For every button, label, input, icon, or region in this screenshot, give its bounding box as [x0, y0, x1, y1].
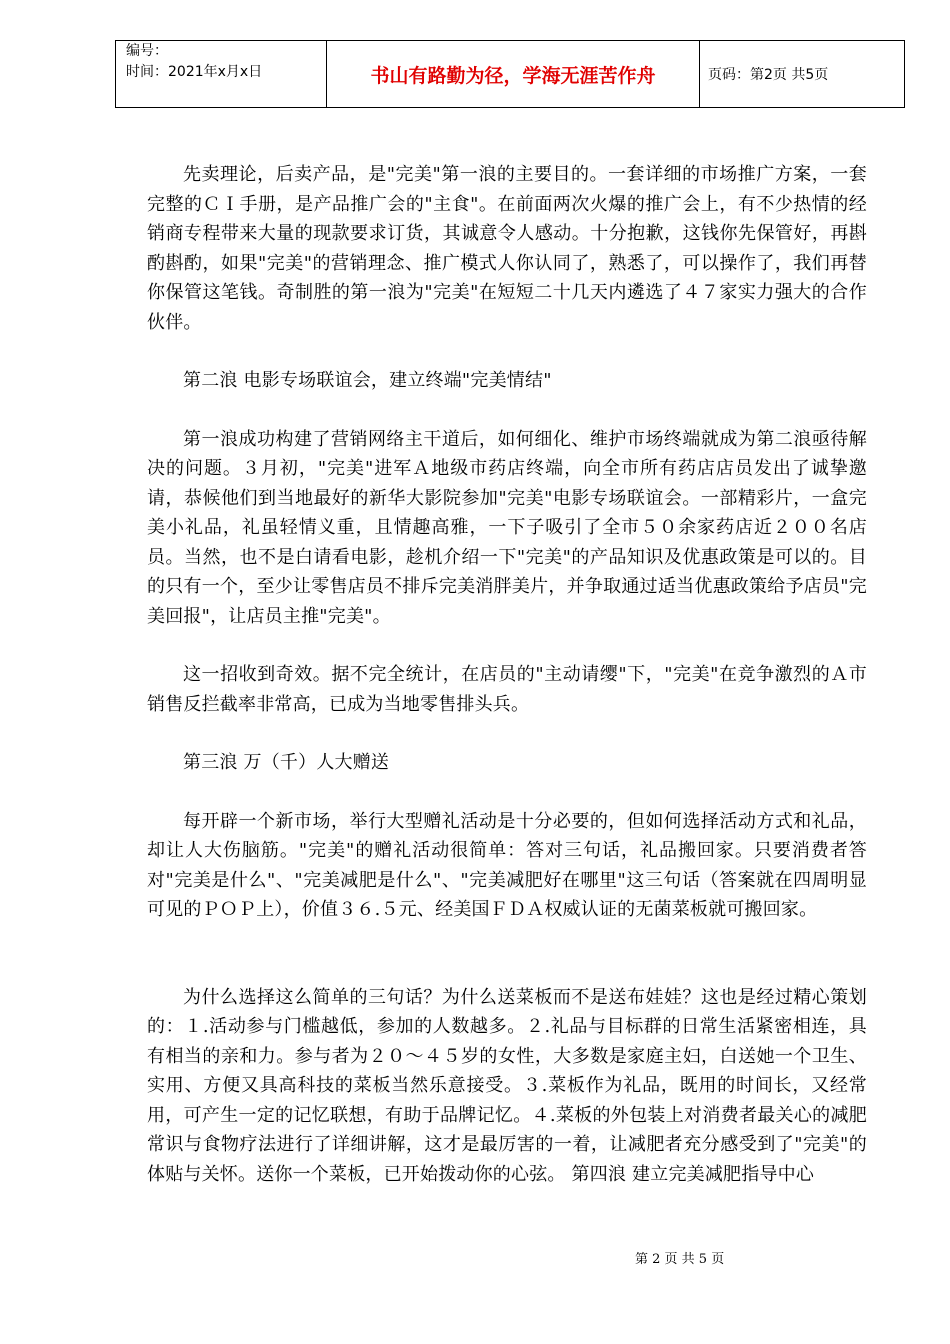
paragraph: 为什么选择这么简单的三句话？为什么送菜板而不是送布娃娃？这也是经过精心策划的：１.活动参与门槛越低，参加的人数越多。２.礼品与目标群的日常生活紧密相连，具有相当的亲和力。参与者为２０～４５岁的女性，大多数是家庭主妇，白送她一个卫生、实用、方便又具高科技的菜板当然乐意接受。３.菜板作为礼品，既用的时间长，又经常用，可产生一定的记忆联想，有助于品牌记忆。４.菜板的外包装上对消费者最关心的减肥常识与食物疗法进行了详细讲解，这才是最厉害的一着，让减肥者充分感受到了"完美"的体贴与关怀。送你一个菜板，已开始拨动你的心弦。 第四浪 建立完美减肥指导中心 — [147, 986, 867, 1185]
section-heading: 第二浪 电影专场联谊会，建立终端"完美情结" — [183, 370, 552, 391]
header-motto: 书山有路勤为径，学海无涯苦作舟 — [327, 41, 700, 108]
document-header — [115, 40, 905, 108]
document-body — [147, 160, 867, 1189]
paragraph: 先卖理论，后卖产品，是"完美"第一浪的主要目的。一套详细的市场推广方案，一套完整的ＣＩ手册，是产品推广会的"主食"。在前面两次火爆的推广会上，有不少热情的经销商专程带来大量的现款要求订货，其诚意令人感动。十分抱歉，这钱你先保管好，再斟酌斟酌，如果"完美"的营销理念、推广模式人你认同了，熟悉了，可以操作了，我们再替你保管这笔钱。奇制胜的第一浪为"完美"在短短二十几天内遴选了４７家实力强大的合作伙伴。 — [147, 164, 867, 333]
document-number-label: 编号： — [126, 43, 168, 59]
header-page-info: 页码：第2页 共5页 — [700, 41, 905, 108]
paragraph: 这一招收到奇效。据不完全统计，在店员的"主动请缨"下，"完美"在竞争激烈的Ａ市销售反拦截率非常高，已成为当地零售排头兵。 — [147, 664, 867, 715]
paragraph: 第一浪成功构建了营销网络主干道后，如何细化、维护市场终端就成为第二浪亟待解决的问题。３月初，"完美"进军Ａ地级市药店终端，向全市所有药店店员发出了诚挚邀请，恭候他们到当地最好的新华大影院参加"完美"电影专场联谊会。一部精彩片，一盒完美小礼品，礼虽轻情义重，且情趣高雅，一下子吸引了全市５０余家药店近２００名店员。当然，也不是白请看电影，趁机介绍一下"完美"的产品知识及优惠政策是可以的。目的只有一个，至少让零售店员不排斥完美消胖美片，并争取通过适当优惠政策给予店员"完美回报"，让店员主推"完美"。 — [147, 428, 867, 627]
paragraph: 每开辟一个新市场，举行大型赠礼活动是十分必要的，但如何选择活动方式和礼品，却让人大伤脑筋。"完美"的赠礼活动很简单：答对三句话，礼品搬回家。只要消费者答对"完美是什么"、"完美减肥是什么"、"完美减肥好在哪里"这三句话（答案就在四周明显可见的ＰＯＰ上），价值３６.５元、经美国ＦＤＡ权威认证的无菌菜板就可搬回家。 — [147, 810, 867, 920]
footer-page-number: 第 2 页 共 5 页 — [635, 1252, 725, 1267]
section-heading: 第三浪 万（千）人大赠送 — [183, 752, 390, 773]
header-meta-cell — [116, 41, 327, 108]
document-date-label: 时间：2021年x月x日 — [126, 64, 263, 80]
